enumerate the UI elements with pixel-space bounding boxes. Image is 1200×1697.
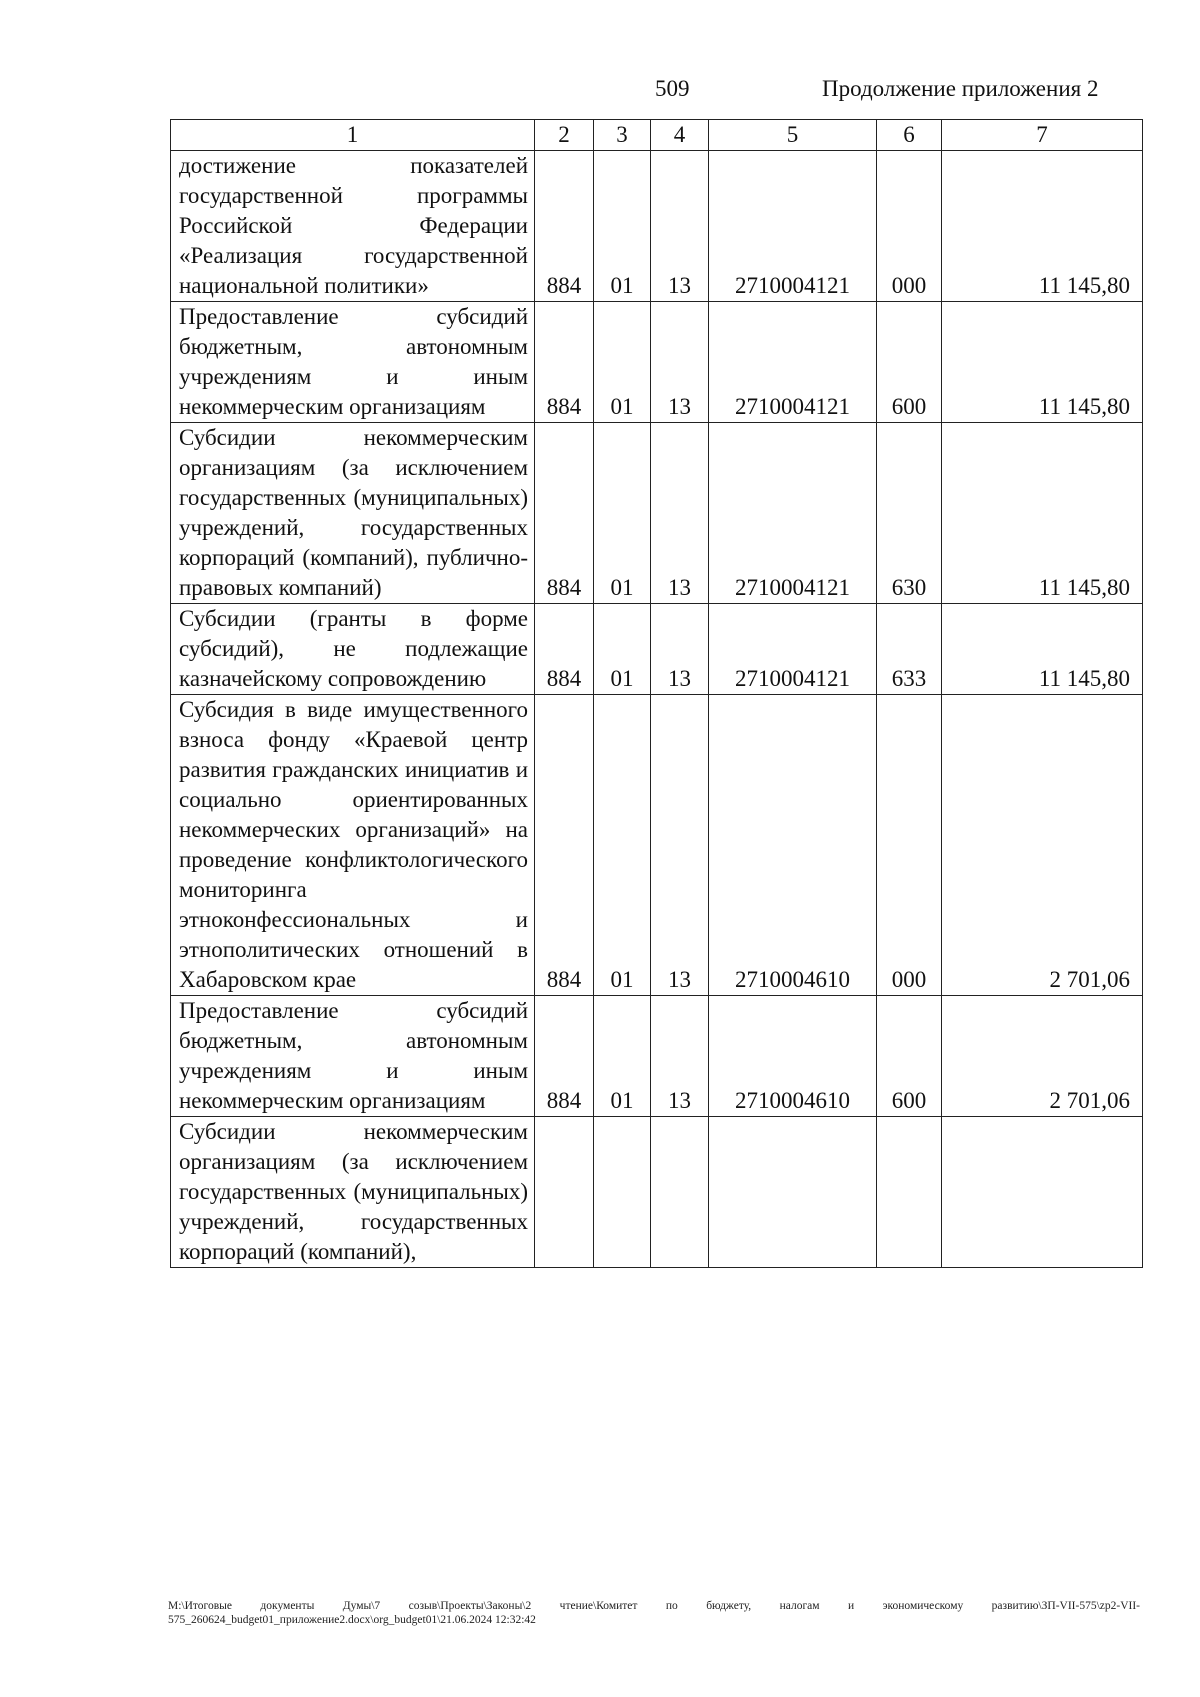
cell-subsection: 13 xyxy=(651,695,709,996)
table-row xyxy=(171,423,1143,604)
cell-ministry-code: 884 xyxy=(535,604,594,695)
cell-subsection: 13 xyxy=(651,604,709,695)
cell-expense-type: 000 xyxy=(877,151,942,302)
cell-section xyxy=(594,1117,651,1268)
cell-ministry-code: 884 xyxy=(535,695,594,996)
table-row xyxy=(171,604,1143,695)
cell-section: 01 xyxy=(594,151,651,302)
cell-expense-type: 000 xyxy=(877,695,942,996)
cell-target-article xyxy=(709,1117,877,1268)
cell-subsection: 13 xyxy=(651,151,709,302)
continuation-title: Продолжение приложения 2 xyxy=(822,76,1099,101)
cell-section: 01 xyxy=(594,695,651,996)
cell-amount: 11 145,80 xyxy=(942,423,1143,604)
cell-section: 01 xyxy=(594,996,651,1117)
cell-amount: 11 145,80 xyxy=(942,604,1143,695)
table-row xyxy=(171,996,1143,1117)
cell-target-article: 2710004121 xyxy=(709,302,877,423)
column-header: 3 xyxy=(594,120,651,151)
row-description: Субсидии некоммерческим организациям (за исключением государственных (муниципальных) учреждений, государственных корпораций (компаний), xyxy=(171,1117,535,1268)
cell-expense-type: 600 xyxy=(877,996,942,1117)
cell-amount: 2 701,06 xyxy=(942,996,1143,1117)
budget-table xyxy=(170,119,1143,1268)
cell-section: 01 xyxy=(594,423,651,604)
row-description: достижение показателей государственной программы Российской Федерации «Реализация государственной национальной политики» xyxy=(171,151,535,302)
table-header-row xyxy=(171,120,1143,151)
cell-target-article: 2710004610 xyxy=(709,996,877,1117)
cell-ministry-code xyxy=(535,1117,594,1268)
table-row xyxy=(171,1117,1143,1268)
document-path-footer: M:\Итоговые документы Думы\7 созыв\Проекты\Законы\2 чтение\Комитет по бюджету, налогам и экономическому развитию\ЗП-VII-575\zp2-VII-575_260624_budget01_приложение2.docx\org_budget01\21.06.2024 12:32:42 xyxy=(168,1600,1140,1626)
column-header: 6 xyxy=(877,120,942,151)
table-row xyxy=(171,151,1143,302)
cell-subsection: 13 xyxy=(651,302,709,423)
row-description: Субсидия в виде имущественного взноса фонду «Краевой центр развития гражданских инициатив и социально ориентированных некоммерческих организаций» на проведение конфликтологического мониторинга этноконфессиональных и этнополитических отношений в Хабаровском крае xyxy=(171,695,535,996)
cell-section: 01 xyxy=(594,302,651,423)
cell-section: 01 xyxy=(594,604,651,695)
column-header: 5 xyxy=(709,120,877,151)
cell-subsection xyxy=(651,1117,709,1268)
cell-target-article: 2710004121 xyxy=(709,423,877,604)
cell-ministry-code: 884 xyxy=(535,423,594,604)
cell-amount: 2 701,06 xyxy=(942,695,1143,996)
column-header: 2 xyxy=(535,120,594,151)
cell-target-article: 2710004121 xyxy=(709,151,877,302)
cell-amount: 11 145,80 xyxy=(942,151,1143,302)
column-header: 7 xyxy=(942,120,1143,151)
cell-expense-type: 633 xyxy=(877,604,942,695)
page-number: 509 xyxy=(655,76,690,101)
cell-expense-type: 630 xyxy=(877,423,942,604)
cell-subsection: 13 xyxy=(651,996,709,1117)
row-description: Предоставление субсидий бюджетным, автономным учреждениям и иным некоммерческим организациям xyxy=(171,302,535,423)
row-description: Субсидии некоммерческим организациям (за исключением государственных (муниципальных) учреждений, государственных корпораций (компаний), публично-правовых компаний) xyxy=(171,423,535,604)
column-header: 1 xyxy=(171,120,535,151)
cell-expense-type: 600 xyxy=(877,302,942,423)
cell-amount: 11 145,80 xyxy=(942,302,1143,423)
row-description: Предоставление субсидий бюджетным, автономным учреждениям и иным некоммерческим организациям xyxy=(171,996,535,1117)
cell-ministry-code: 884 xyxy=(535,151,594,302)
cell-target-article: 2710004121 xyxy=(709,604,877,695)
table-row xyxy=(171,695,1143,996)
row-description: Субсидии (гранты в форме субсидий), не подлежащие казначейскому сопровождению xyxy=(171,604,535,695)
cell-amount xyxy=(942,1117,1143,1268)
cell-ministry-code: 884 xyxy=(535,302,594,423)
cell-subsection: 13 xyxy=(651,423,709,604)
column-header: 4 xyxy=(651,120,709,151)
table-row xyxy=(171,302,1143,423)
cell-ministry-code: 884 xyxy=(535,996,594,1117)
cell-expense-type xyxy=(877,1117,942,1268)
cell-target-article: 2710004610 xyxy=(709,695,877,996)
